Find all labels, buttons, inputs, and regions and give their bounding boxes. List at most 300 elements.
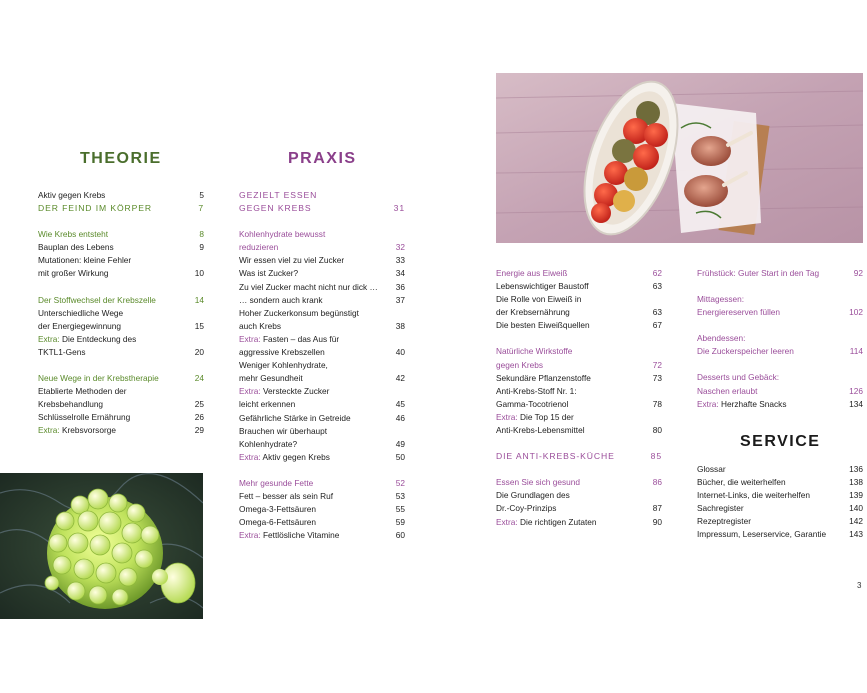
toc-entry-text: Gamma-Tocotrienol [496, 398, 569, 409]
toc-entry-title [38, 294, 156, 307]
toc-entry [38, 294, 204, 307]
toc-entry-title [239, 307, 359, 320]
toc-entry [239, 372, 405, 385]
toc-entry-title [239, 516, 316, 529]
toc-page-number: 126 [849, 385, 863, 396]
extra-label: Extra: [239, 530, 261, 541]
extra-label: Extra: [38, 333, 60, 344]
toc-entry [239, 281, 405, 294]
toc-entry [38, 320, 204, 333]
toc-entry [239, 241, 405, 254]
toc-entry [239, 385, 405, 398]
extra-label: Extra: [239, 333, 261, 344]
toc-entry-title [697, 463, 726, 476]
toc-page-number: 87 [652, 503, 662, 514]
toc-entry-text: Anti-Krebs-Stoff Nr. 1: [496, 385, 577, 396]
toc-entry [697, 515, 863, 528]
toc-entry [496, 398, 662, 411]
toc-entry-text: Krebsbehandlung [38, 399, 104, 410]
toc-entry-title [496, 372, 591, 385]
toc-entry-title [496, 411, 574, 424]
toc-entry-title [697, 385, 757, 398]
toc-entry [496, 502, 662, 515]
toc-entry-title [697, 306, 780, 319]
toc-entry [239, 215, 405, 228]
toc-entry [496, 489, 662, 502]
toc-entry [239, 267, 405, 280]
heading-theorie: THEORIE [80, 150, 162, 167]
toc-entry [496, 359, 662, 372]
toc-praxis [239, 189, 405, 542]
toc-entry [38, 189, 204, 202]
toc-entry [697, 385, 863, 398]
toc-page-number: 29 [194, 425, 204, 436]
toc-entry-text: auch Krebs [239, 320, 281, 331]
toc-entry-title [697, 515, 751, 528]
toc-entry-text: Unterschiedliche Wege [38, 307, 124, 318]
toc-entry [496, 463, 662, 476]
toc-entry [239, 294, 405, 307]
toc-entry-text: Hoher Zuckerkonsum begünstigt [239, 307, 359, 318]
toc-entry-text: Weniger Kohlenhydrate, [239, 360, 328, 371]
toc-entry-title [239, 346, 325, 359]
toc-entry [239, 228, 405, 241]
toc-entry-text: Essen Sie sich gesund [496, 477, 580, 488]
toc-page-number: 5 [199, 190, 204, 200]
toc-entry-title [38, 189, 105, 202]
toc-entry-text: Der Stoffwechsel der Krebszelle [38, 294, 156, 305]
toc-page-number: 62 [652, 268, 662, 278]
toc-entry-text: Lebenswichtiger Baustoff [496, 281, 589, 292]
toc-entry-text: Mehr gesunde Fette [239, 477, 314, 488]
toc-page-number: 40 [395, 347, 405, 358]
toc-entry [239, 202, 405, 215]
toc-entry-text: Wir essen viel zu viel Zucker [239, 255, 345, 266]
toc-entry-text: Dr.-Coy-Prinzips [496, 503, 557, 514]
toc-recipes [697, 267, 863, 411]
toc-entry-title [239, 529, 339, 542]
toc-entry [496, 437, 662, 450]
toc-page-number: 92 [853, 268, 863, 278]
toc-entry [38, 267, 204, 280]
toc-page-number: 9 [199, 242, 204, 253]
toc-entry-text: Internet-Links, die weiterhelfen [697, 490, 810, 501]
heading-praxis: PRAXIS [288, 150, 357, 167]
toc-entry-text: Mutationen: kleine Fehler [38, 255, 132, 266]
toc-entry [239, 529, 405, 542]
toc-entry [38, 307, 204, 320]
toc-entry [38, 398, 204, 411]
toc-entry-title [38, 333, 136, 346]
toc-entry [239, 189, 405, 202]
toc-entry-text: Schlüsselrolle Ernährung [38, 412, 131, 423]
toc-entry [38, 359, 204, 372]
toc-entry-title [38, 320, 121, 333]
toc-page-number: 15 [194, 320, 204, 331]
toc-entry-title [697, 345, 794, 358]
toc-entry-title [38, 398, 103, 411]
toc-entry [496, 319, 662, 332]
toc-entry [38, 346, 204, 359]
toc-page-number: 37 [395, 294, 405, 305]
extra-label: Extra: [496, 411, 518, 422]
toc-entry-text: Abendessen: [697, 333, 746, 344]
toc-entry [38, 385, 204, 398]
toc-entry-text: mit großer Wirkung [38, 268, 109, 279]
toc-entry [239, 398, 405, 411]
toc-entry-text: der Energiegewinnung [38, 320, 122, 331]
toc-page-number: 67 [652, 320, 662, 331]
toc-entry-title [239, 490, 333, 503]
toc-entry [697, 345, 863, 358]
toc-entry-title [239, 412, 351, 425]
toc-entry [239, 359, 405, 372]
toc-entry [697, 476, 863, 489]
toc-page-number: 114 [849, 346, 863, 357]
toc-entry-text: Wie Krebs entsteht [38, 229, 109, 240]
toc-page-number: 59 [395, 517, 405, 528]
toc-entry-title [38, 241, 114, 254]
toc-entry [496, 345, 662, 358]
toc-page-number: 10 [194, 268, 204, 279]
toc-entry-text: GEZIELT ESSEN [239, 190, 318, 200]
toc-page-number: 134 [849, 398, 863, 409]
toc-entry [496, 280, 662, 293]
toc-entry-title [496, 280, 589, 293]
toc-page-number: 63 [652, 307, 662, 318]
toc-entry-text: GEGEN KREBS [239, 203, 312, 214]
toc-entry [496, 424, 662, 437]
toc-entry-title [496, 267, 567, 280]
toc-entry-text: Etablierte Methoden der [38, 386, 127, 397]
toc-page-number: 143 [849, 529, 863, 540]
toc-entry-title [239, 372, 303, 385]
toc-entry-title [697, 476, 786, 489]
toc-entry [239, 425, 405, 438]
toc-page-number: 25 [194, 399, 204, 410]
toc-entry-title [496, 398, 568, 411]
toc-entry-title [38, 372, 159, 385]
toc-entry-title [496, 516, 597, 529]
toc-entry-title [239, 281, 378, 294]
toc-entry-title [697, 267, 819, 280]
page-number: 3 [857, 581, 862, 590]
toc-entry-title [697, 502, 744, 515]
toc-entry-text: Herzhafte Snacks [720, 398, 787, 409]
toc-entry-text: Anti-Krebs-Lebensmittel [496, 425, 585, 436]
toc-entry [697, 463, 863, 476]
toc-entry-title [239, 503, 316, 516]
toc-entry-title [496, 385, 577, 398]
toc-entry-title [496, 502, 556, 515]
toc-entry [38, 411, 204, 424]
toc-entry-text: Impressum, Leserservice, Garantie [697, 529, 827, 540]
toc-page-number: 85 [650, 451, 662, 462]
toc-entry-title [239, 254, 344, 267]
toc-entry-text: mehr Gesundheit [239, 373, 303, 384]
toc-entry [496, 372, 662, 385]
toc-page-number: 32 [395, 242, 405, 253]
toc-entry-title [239, 241, 278, 254]
extra-label: Extra: [496, 516, 518, 527]
toc-entry-title [496, 476, 580, 489]
toc-entry-title [496, 306, 570, 319]
toc-entry-title [239, 228, 325, 241]
toc-entry [38, 333, 204, 346]
toc-entry-text: Die Grundlagen des [496, 490, 570, 501]
toc-entry-text: gegen Krebs [496, 359, 544, 370]
toc-page-number: 46 [395, 412, 405, 423]
toc-entry-text: Frühstück: Guter Start in den Tag [697, 268, 820, 278]
toc-entry [697, 306, 863, 319]
toc-entry-text: Fettlösliche Vitamine [262, 530, 340, 541]
toc-entry [239, 477, 405, 490]
toc-entry-text: Was ist Zucker? [239, 268, 299, 279]
toc-entry-title [697, 528, 826, 541]
toc-page-number: 78 [652, 398, 662, 409]
extra-label: Extra: [239, 386, 261, 397]
toc-page-number: 14 [194, 294, 204, 305]
toc-page-number: 52 [395, 477, 405, 488]
toc-entry-title [38, 202, 152, 215]
toc-page-number: 26 [194, 412, 204, 423]
toc-entry-text: Omega-3-Fettsäuren [239, 504, 317, 515]
toc-page-number: 80 [652, 425, 662, 436]
toc-entry-text: Zu viel Zucker macht nicht nur dick … [239, 281, 378, 292]
extra-label: Extra: [697, 398, 719, 409]
food-dish-photo [496, 73, 863, 243]
toc-page-number: 72 [652, 359, 662, 370]
toc-entry [239, 464, 405, 477]
toc-entry-text: Energiereserven füllen [697, 307, 781, 318]
toc-entry-text: Krebsvorsorge [61, 425, 116, 436]
toc-entry-title [239, 385, 329, 398]
toc-entry-text: Die Zuckerspeicher leeren [697, 346, 794, 357]
toc-entry-text: Bücher, die weiterhelfen [697, 477, 786, 488]
toc-entry-text: Brauchen wir überhaupt [239, 425, 328, 436]
toc-page-number: 55 [395, 504, 405, 515]
toc-entry-text: Die Entdeckung des [61, 333, 137, 344]
toc-entry-title [38, 424, 116, 437]
toc-entry [38, 372, 204, 385]
toc-page-number: 53 [395, 490, 405, 501]
toc-entry [697, 358, 863, 371]
toc-page-number: 142 [849, 516, 863, 527]
toc-entry-title [496, 319, 590, 332]
toc-entry [38, 241, 204, 254]
toc-page-number: 60 [395, 530, 405, 541]
toc-entry-text: Gefährliche Stärke in Getreide [239, 412, 351, 423]
cell-microscope-image [0, 473, 203, 619]
toc-entry-text: reduzieren [239, 242, 279, 253]
toc-entry-title [496, 293, 581, 306]
toc-entry [697, 371, 863, 384]
toc-page-number: 86 [652, 477, 662, 488]
toc-entry-title [239, 438, 297, 451]
toc-entry-text: leicht erkennen [239, 399, 296, 410]
toc-page-number: 140 [849, 503, 863, 514]
toc-entry-text: Die Rolle von Eiweiß in [496, 294, 582, 305]
toc-entry-title [697, 293, 744, 306]
toc-entry-text: Kohlenhydrate bewusst [239, 229, 326, 240]
toc-entry-text: Natürliche Wirkstoffe [496, 346, 573, 357]
toc-page-number: 42 [395, 373, 405, 384]
toc-entry-text: Omega-6-Fettsäuren [239, 517, 317, 528]
toc-entry [496, 411, 662, 424]
toc-entry-text: Fett – besser als sein Ruf [239, 490, 334, 501]
toc-entry [38, 228, 204, 241]
extra-label: Extra: [38, 425, 60, 436]
toc-entry [239, 412, 405, 425]
toc-entry [239, 346, 405, 359]
toc-page-number: 20 [194, 346, 204, 357]
toc-entry-text: Desserts und Gebäck: [697, 372, 780, 383]
toc-service [697, 463, 863, 542]
toc-entry [38, 424, 204, 437]
toc-entry-text: DER FEIND IM KÖRPER [38, 203, 153, 214]
toc-entry [697, 398, 863, 411]
toc-entry-title [697, 489, 810, 502]
toc-entry-text: Neue Wege in der Krebstherapie [38, 373, 159, 384]
heading-service: SERVICE [740, 433, 821, 450]
toc-page-number: 7 [198, 203, 204, 214]
toc-entry [239, 333, 405, 346]
toc-entry-text: … sondern auch krank [239, 294, 323, 305]
toc-entry [239, 503, 405, 516]
toc-entry [697, 267, 863, 280]
toc-page-number: 138 [849, 477, 863, 488]
toc-page-number: 136 [849, 464, 863, 474]
toc-page-number: 24 [194, 373, 204, 384]
toc-entry [496, 293, 662, 306]
toc-page-number: 38 [395, 320, 405, 331]
toc-entry-text: der Krebsernährung [496, 307, 570, 318]
toc-entry-text: Naschen erlaubt [697, 385, 758, 396]
toc-entry-title [697, 332, 745, 345]
toc-entry [496, 306, 662, 319]
toc-entry-text: Fasten – das Aus für [262, 333, 340, 344]
toc-entry-title [38, 254, 131, 267]
toc-entry [697, 332, 863, 345]
toc-entry [697, 489, 863, 502]
toc-entry [38, 215, 204, 228]
toc-page-number: 90 [652, 516, 662, 527]
toc-page-number: 102 [849, 307, 863, 318]
toc-entry [496, 332, 662, 345]
toc-entry-text: Kohlenhydrate? [239, 438, 298, 449]
toc-entry-title [38, 346, 86, 359]
toc-entry-title [239, 189, 317, 202]
toc-entry-title [239, 267, 298, 280]
toc-entry [38, 281, 204, 294]
toc-entry-text: Versteckte Zucker [262, 386, 330, 397]
toc-page-number: 73 [652, 372, 662, 383]
toc-page-number: 50 [395, 451, 405, 462]
toc-entry-text: Mittagessen: [697, 294, 745, 305]
toc-page-number: 139 [849, 490, 863, 501]
toc-page-number: 45 [395, 399, 405, 410]
toc-entry-text: aggressive Krebszellen [239, 347, 325, 358]
toc-entry [496, 516, 662, 529]
toc-entry [496, 267, 662, 280]
toc-entry-text: Die richtigen Zutaten [519, 516, 597, 527]
toc-entry-title [239, 359, 328, 372]
toc-theorie [38, 189, 204, 438]
toc-entry-text: Glossar [697, 464, 726, 474]
toc-entry-title [239, 320, 281, 333]
toc-entry-text: Sekundäre Pflanzenstoffe [496, 372, 591, 383]
toc-entry [496, 385, 662, 398]
toc-entry-title [496, 345, 572, 358]
toc-entry-text: Die besten Eiweißquellen [496, 320, 590, 331]
toc-entry-text: TKTL1-Gens [38, 346, 86, 357]
toc-entry [239, 516, 405, 529]
toc-entry [239, 320, 405, 333]
toc-entry-text: Die Top 15 der [519, 411, 574, 422]
toc-entry-title [496, 424, 585, 437]
toc-entry [697, 280, 863, 293]
toc-entry [496, 476, 662, 489]
toc-page-number: 49 [395, 438, 405, 449]
toc-entry-title [697, 398, 786, 411]
toc-entry [496, 450, 662, 463]
toc-entry-title [239, 451, 330, 464]
toc-entry-text: Aktiv gegen Krebs [262, 451, 330, 462]
toc-page-number: 8 [199, 229, 204, 240]
toc-entry [697, 528, 863, 541]
toc-page-number: 36 [395, 281, 405, 292]
toc-entry-title [496, 450, 615, 463]
toc-praxis-continued [496, 267, 662, 529]
toc-entry-text: DIE ANTI-KREBS-KÜCHE [496, 451, 615, 462]
toc-entry-title [697, 371, 779, 384]
toc-entry [38, 254, 204, 267]
toc-entry-title [496, 359, 543, 372]
toc-entry-text: Energie aus Eiweiß [496, 268, 568, 278]
toc-entry-title [38, 307, 123, 320]
toc-entry-title [496, 489, 570, 502]
toc-page-number: 33 [395, 255, 405, 266]
toc-entry-title [38, 267, 109, 280]
toc-entry-title [239, 398, 295, 411]
toc-entry [239, 254, 405, 267]
toc-entry [239, 490, 405, 503]
toc-entry-title [38, 228, 108, 241]
toc-entry [697, 319, 863, 332]
toc-entry [239, 451, 405, 464]
toc-entry [697, 293, 863, 306]
toc-entry [38, 202, 204, 215]
toc-entry-title [38, 411, 130, 424]
toc-page-number: 63 [652, 281, 662, 292]
toc-entry [239, 438, 405, 451]
toc-entry-text: Aktiv gegen Krebs [38, 190, 106, 200]
toc-entry-title [239, 477, 313, 490]
toc-entry-text: Bauplan des Lebens [38, 242, 114, 253]
toc-entry-title [239, 202, 311, 215]
extra-label: Extra: [239, 451, 261, 462]
toc-entry-text: Rezeptregister [697, 516, 751, 527]
toc-page-number: 34 [395, 268, 405, 279]
toc-entry-title [239, 333, 339, 346]
toc-entry-title [38, 385, 127, 398]
toc-entry-title [239, 425, 327, 438]
toc-entry-text: Sachregister [697, 503, 744, 514]
toc-entry-title [239, 294, 322, 307]
toc-page-number: 31 [393, 203, 405, 214]
toc-entry [239, 307, 405, 320]
toc-entry [697, 502, 863, 515]
